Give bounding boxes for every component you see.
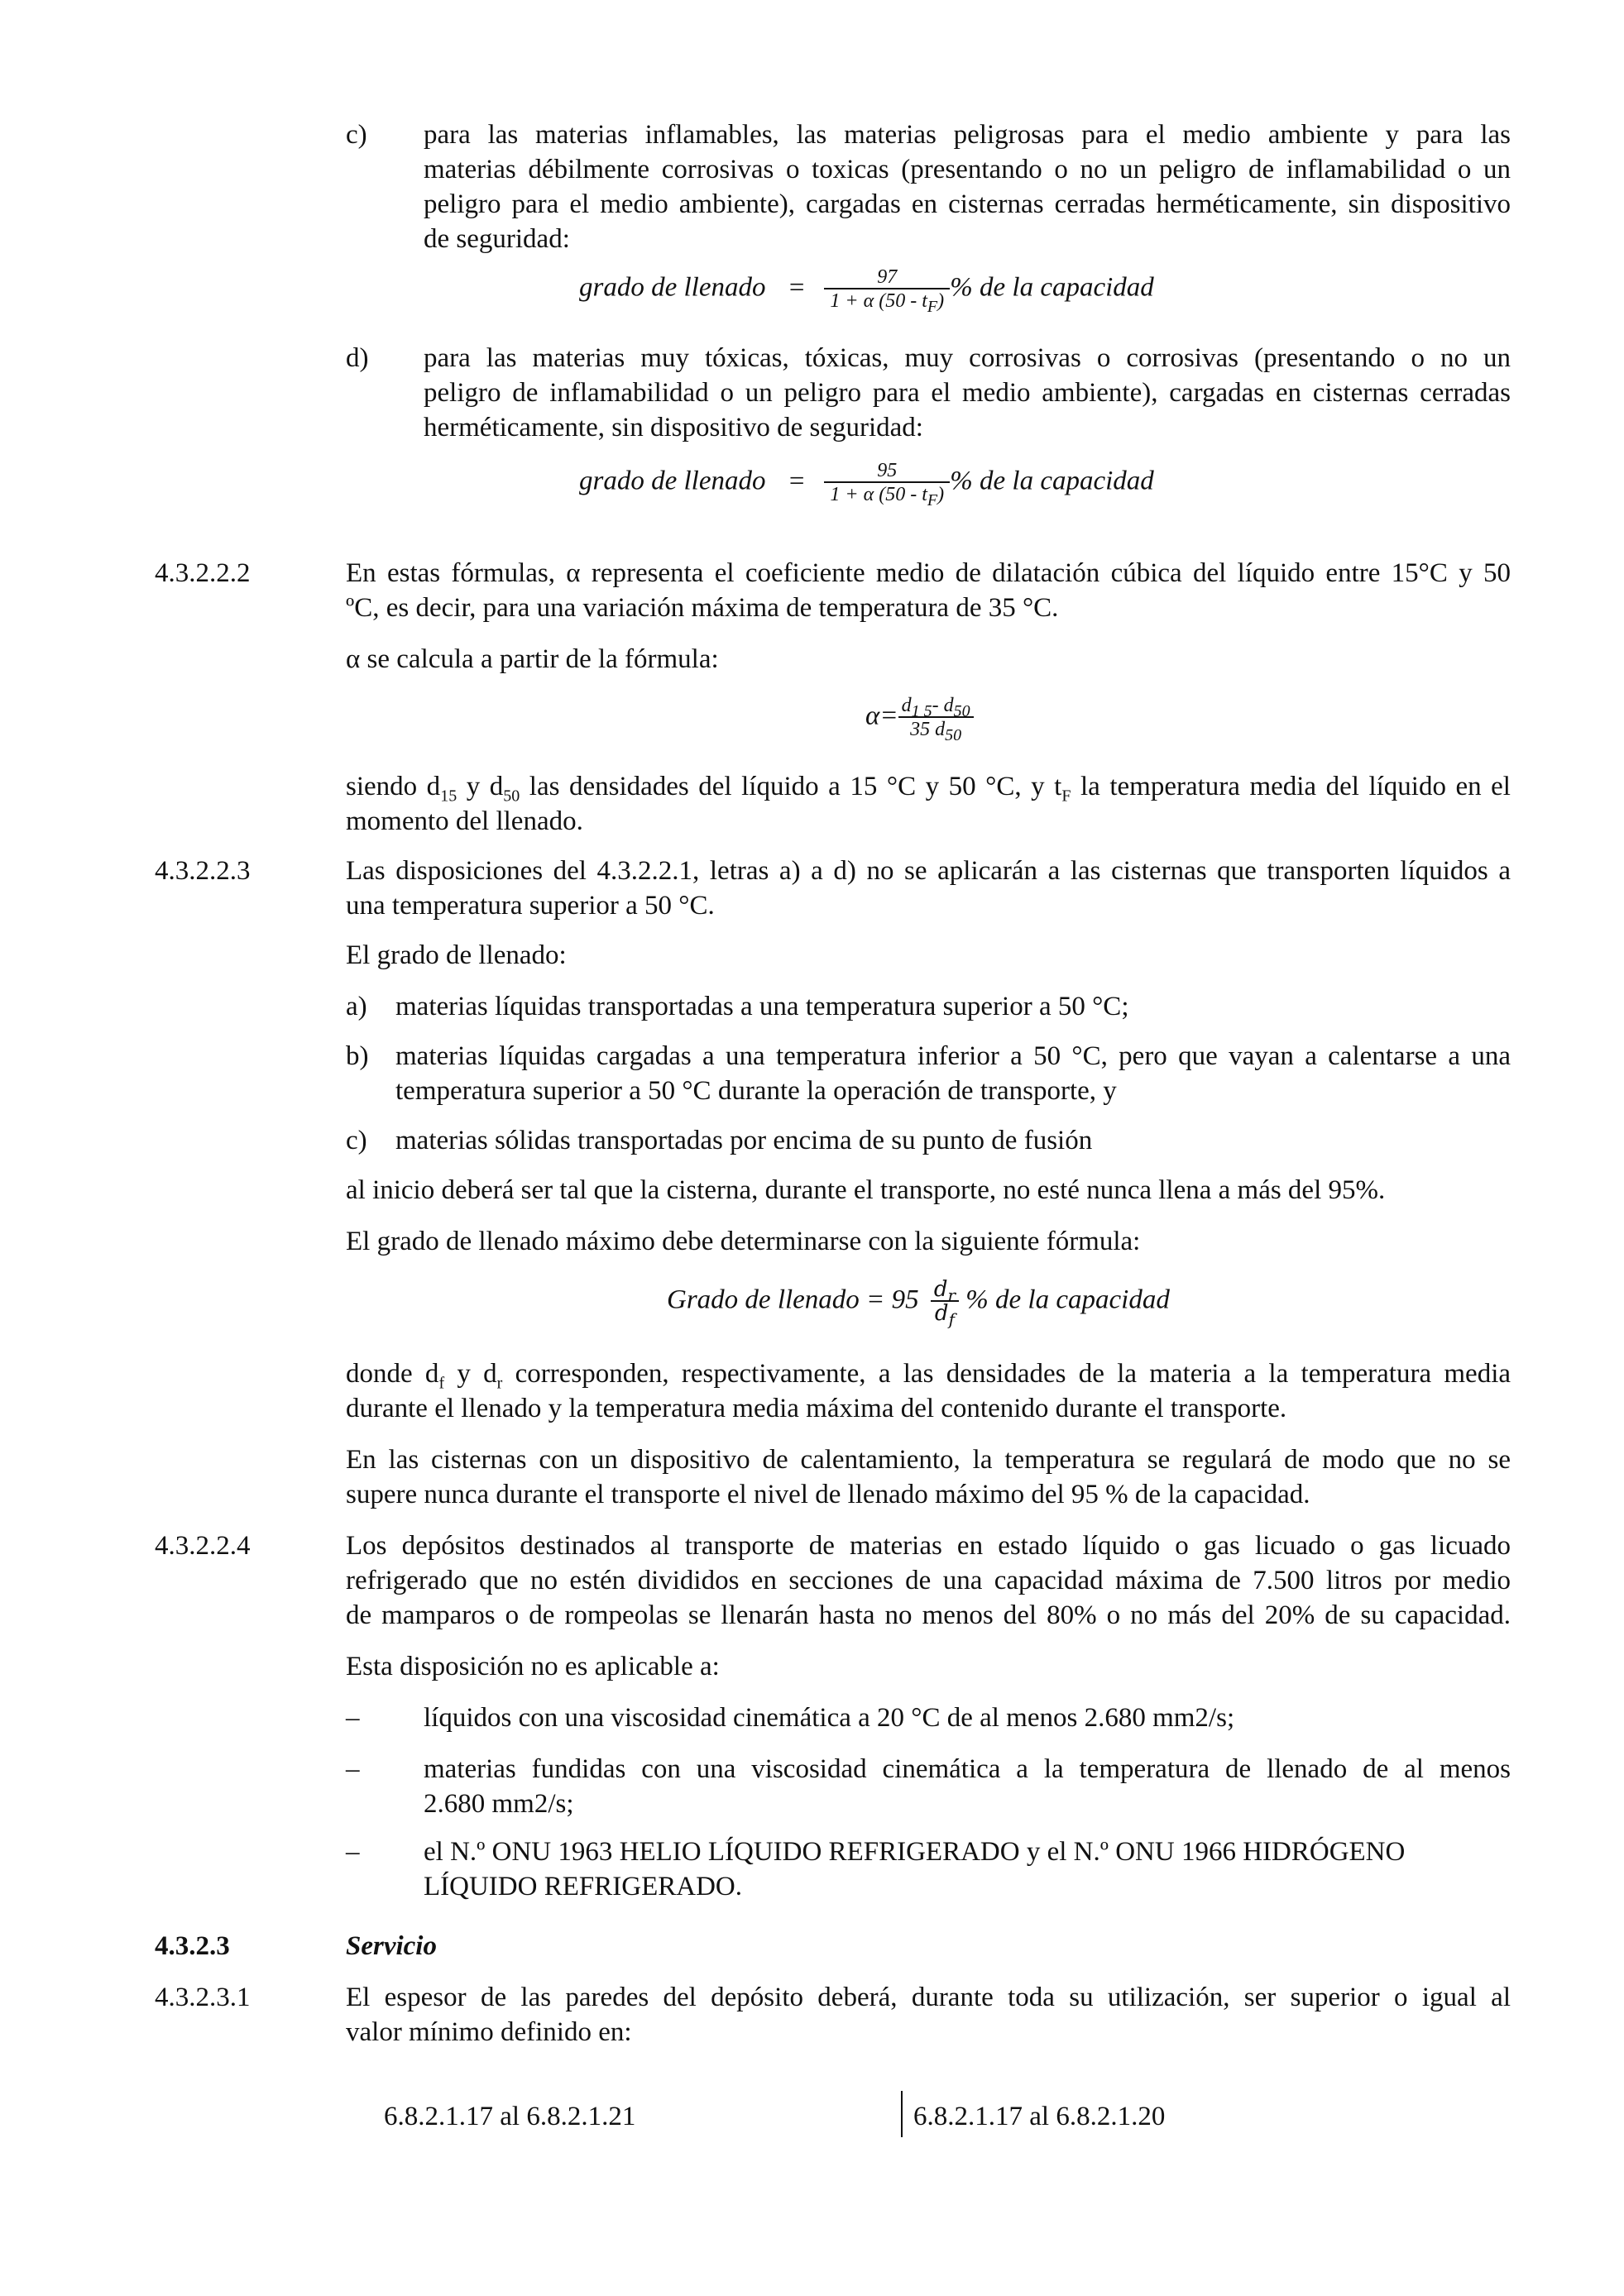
text-run: y d (457, 772, 504, 801)
text-line: LÍQUIDO REFRIGERADO. (424, 1872, 742, 1901)
text-line: una temperatura superior a 50 °C. (346, 891, 715, 921)
formula-rhs: % de la capacidad (950, 272, 1154, 303)
text-run: y d (444, 1359, 497, 1389)
text-line: materias fundidas con una viscosidad cinemática a la temperatura de llenado de al menos (424, 1754, 1511, 1784)
section-number: 4.3.2.2.2 (155, 558, 251, 588)
paragraph (346, 1356, 1511, 1426)
text-run: las densidades del líquido a 15 °C y 50 °C, y t (520, 772, 1062, 801)
formula-lhs: grado de llenado (579, 466, 766, 496)
paragraph: Esta disposición no es aplicable a: (346, 1652, 720, 1681)
text-line: supere nunca durante el transporte el nivel de llenado máximo del 95 % de la capacidad. (346, 1480, 1310, 1509)
text-line: Los depósitos destinados al transporte de materias en estado líquido o gas licuado o gas licuado (346, 1531, 1511, 1561)
column-left-ref: 6.8.2.1.17 al 6.8.2.1.21 (384, 2102, 636, 2131)
list-letter: b) (346, 1041, 369, 1071)
subscript: F (1061, 787, 1071, 806)
text-line (346, 769, 1511, 804)
paragraph (346, 1528, 1511, 1633)
list-item: materias sólidas transportadas por encima de su punto de fusión (395, 1126, 1093, 1155)
num-sub: 50 (953, 701, 970, 720)
item-c-line: peligro para el medio ambiente), cargadas en cisternas cerradas herméticamente, sin dispositivo (424, 189, 1511, 219)
item-c-line: para las materias inflamables, las materias peligrosas para el medio ambiente y para las (424, 120, 1511, 150)
formula-numerator: 95 (877, 460, 898, 481)
section-number: 4.3.2.2.3 (155, 856, 251, 886)
text-run: donde d (346, 1359, 439, 1389)
formula-lhs: grado de llenado (579, 272, 766, 303)
formula-denominator (824, 288, 950, 316)
section-title: Servicio (346, 1931, 437, 1961)
paragraph: α se calcula a partir de la fórmula: (346, 644, 719, 674)
text-run: la temperatura media del líquido en el (1071, 772, 1511, 801)
text-line: temperatura superior a 50 °C durante la operación de transporte, y (395, 1076, 1117, 1106)
text-line: el N.º ONU 1963 HELIO LÍQUIDO REFRIGERADO y el N.º ONU 1966 HIDRÓGENO (424, 1837, 1406, 1867)
dash-item: líquidos con una viscosidad cinemática a 20 °C de al menos 2.680 mm2/s; (424, 1703, 1235, 1733)
paragraph (346, 854, 1511, 923)
paragraph (346, 1980, 1511, 2050)
subscript: 50 (503, 787, 520, 806)
text-run: corresponden, respectivamente, a las densidades de la materia a la temperatura media (502, 1359, 1511, 1389)
num-d: d (933, 1277, 948, 1302)
den-close: ) (937, 484, 945, 505)
num-sub: 1 5 (911, 701, 932, 720)
den-sub: F (927, 297, 938, 316)
den-text: 1 + α (50 - t (830, 290, 927, 312)
paragraph: El grado de llenado: (346, 940, 567, 970)
num-mid: - d (932, 695, 954, 716)
paragraph (346, 1442, 1511, 1512)
formula-rhs: % de la capacidad (965, 1284, 1170, 1315)
item-d-line: peligro de inflamabilidad o un peligro para el medio ambiente), cargadas en cisternas cerradas (424, 378, 1511, 408)
den-text: 1 + α (50 - t (830, 484, 927, 505)
paragraph (346, 556, 1511, 625)
formula-fraction (824, 266, 950, 316)
dash-mark: – (346, 1837, 360, 1867)
item-c-line: de seguridad: (424, 224, 570, 254)
den-sub: F (927, 490, 938, 509)
text-line: materias líquidas cargadas a una temperatura inferior a 50 °C, pero que vayan a calentarse a una (395, 1041, 1511, 1071)
alpha-formula (865, 695, 974, 744)
item-d-text (424, 341, 1511, 445)
item-c-line: materias débilmente corrosivas o toxicas (presentando o no un peligro de inflamabilidad o un (424, 155, 1511, 184)
formula-denominator (824, 481, 950, 509)
formula-eq: = (787, 272, 807, 303)
text-line: El espesor de las paredes del depósito deberá, durante toda su utilización, ser superior o igual al (346, 1983, 1511, 2012)
paragraph: El grado de llenado máximo debe determinarse con la siguiente fórmula: (346, 1227, 1141, 1256)
text-run: siendo d (346, 772, 441, 801)
fill-formula-95 (579, 460, 1154, 509)
formula-numerator: 97 (877, 266, 898, 288)
dash-mark: – (346, 1703, 360, 1733)
den-sub: f (948, 1309, 955, 1330)
column-right-ref: 6.8.2.1.17 al 6.8.2.1.20 (913, 2102, 1166, 2131)
text-line: En las cisternas con un dispositivo de calentamiento, la temperatura se regulará de modo que no se (346, 1445, 1511, 1475)
item-d-line: herméticamente, sin dispositivo de seguridad: (424, 413, 923, 442)
subscript: f (438, 1374, 445, 1393)
formula-eq: = (787, 466, 807, 496)
formula-denominator (931, 1300, 959, 1330)
fill-formula-97 (579, 266, 1154, 316)
alpha-numerator (898, 695, 974, 720)
den-text: 35 d (910, 719, 946, 740)
formula-numerator (931, 1277, 959, 1306)
formula-lhs: Grado de llenado = 95 (667, 1284, 919, 1315)
formula-rhs: % de la capacidad (950, 466, 1154, 496)
text-line: valor mínimo definido en: (346, 2017, 632, 2047)
item-d-line: para las materias muy tóxicas, tóxicas, muy corrosivas o corrosivas (presentando o no un (424, 343, 1511, 373)
text-line: de mamparos o de rompeolas se llenarán hasta no menos del 80% o no más del 20% de su capacidad. (346, 1600, 1511, 1630)
list-letter: a) (346, 992, 367, 1021)
section-number: 4.3.2.3 (155, 1931, 230, 1961)
num-sub: r (947, 1285, 956, 1306)
alpha-fraction (898, 695, 974, 744)
den-d: d (934, 1301, 949, 1326)
text-line: 2.680 mm2/s; (424, 1789, 574, 1819)
item-c-letter: c) (346, 120, 367, 150)
item-c-text (424, 117, 1511, 256)
section-number: 4.3.2.3.1 (155, 1983, 251, 2012)
formula-fraction (824, 460, 950, 509)
subscript: 15 (440, 787, 457, 806)
column-divider (901, 2091, 903, 2137)
list-item (395, 1039, 1511, 1108)
text-line: Las disposiciones del 4.3.2.2.1, letras a) a d) no se aplicarán a las cisternas que transporten líquidos a (346, 856, 1511, 886)
formula-fraction (931, 1277, 959, 1330)
text-line (346, 1356, 1511, 1391)
dash-mark: – (346, 1754, 360, 1784)
den-close: ) (937, 290, 945, 312)
alpha-lhs: α= (865, 701, 898, 731)
text-line: durante el llenado y la temperatura media máxima del contenido durante el transporte. (346, 1394, 1287, 1423)
list-item: materias líquidas transportadas a una temperatura superior a 50 °C; (395, 992, 1129, 1021)
den-sub: 50 (945, 725, 962, 744)
text-line: momento del llenado. (346, 806, 583, 836)
text-line: refrigerado que no estén divididos en secciones de una capacidad máxima de 7.500 litros por medio (346, 1566, 1511, 1595)
subscript: r (496, 1374, 503, 1393)
list-letter: c) (346, 1126, 367, 1155)
dash-item (424, 1834, 1511, 1904)
section-number: 4.3.2.2.4 (155, 1531, 251, 1561)
text-line: ºC, es decir, para una variación máxima de temperatura de 35 °C. (346, 593, 1059, 623)
text-line: En estas fórmulas, α representa el coeficiente medio de dilatación cúbica del líquido entre 15°C y 50 (346, 558, 1511, 588)
item-d-letter: d) (346, 343, 369, 373)
dash-item (424, 1752, 1511, 1821)
paragraph: al inicio deberá ser tal que la cisterna, durante el transporte, no esté nunca llena a más del 95%. (346, 1175, 1386, 1205)
num-d: d (901, 695, 912, 716)
max-fill-formula (667, 1277, 1170, 1330)
paragraph (346, 769, 1511, 839)
